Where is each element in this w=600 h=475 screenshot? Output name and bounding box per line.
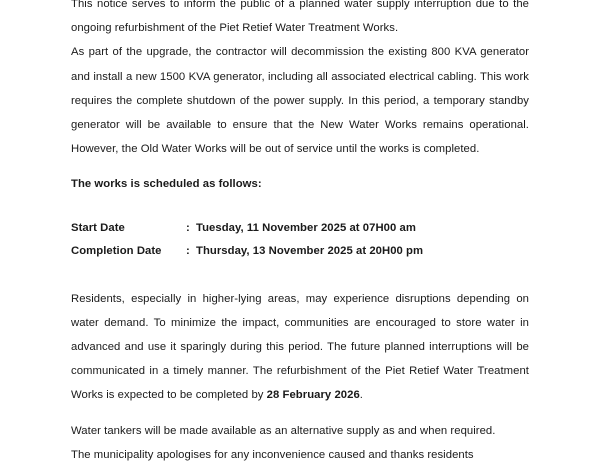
completion-date-value: Thursday, 13 November 2025 at 20H00 pm [196,244,424,257]
schedule-table [71,217,529,263]
apology-text: The municipality apologises for any inconvenience caused and thanks residents [71,448,474,461]
water-tankers-paragraph: Water tankers will be made available as an alternative supply as and when required. [71,424,496,437]
start-date-separator: : [186,221,190,234]
start-date-value: Tuesday, 11 November 2025 at 07H00 am [196,221,416,234]
spacer [71,408,529,419]
start-date-label: Start Date [71,221,125,234]
clipped-bottom-paragraph [71,443,529,461]
completion-date-separator: : [186,244,190,257]
table-row [71,240,529,263]
schedule-heading: The works is scheduled as follows: [71,178,262,191]
advisory-text-part-1: Residents, especially in higher-lying areas, may experience disruptions depending on water demand. To minimize the impact, communities are encouraged to store water in advanced and use it sparingly during this period. The future planned interruptions will be communicated in a timely manner. The refurbishment of the Piet Retief Water Treatment Works is expected to be completed by [71,292,529,402]
residents-advisory-paragraph [71,287,529,408]
completion-date-label: Completion Date [71,244,162,257]
table-row [71,217,529,240]
spacer [71,161,529,172]
advisory-text-part-2: . [359,389,363,402]
notice-intro-paragraph: This notice serves to inform the public of a planned water supply interruption due to the ongoing refurbishment of the Piet Retief Water Treatment Works. [71,0,529,35]
upgrade-details-paragraph: As part of the upgrade, the contractor will decommission the existing 800 KVA generator and install a new 1500 KVA generator, including all associated electrical cabling. This work requires the complete shutdown of the power supply. In this period, a temporary standby generator will be available to ensure that the New Water Works remains operational. However, the Old Water Works will be out of service until the works is completed. [71,46,529,156]
completion-target-date: 28 February 2026 [266,389,360,402]
spacer [71,263,529,287]
spacer [71,197,529,217]
document-body [71,0,529,461]
